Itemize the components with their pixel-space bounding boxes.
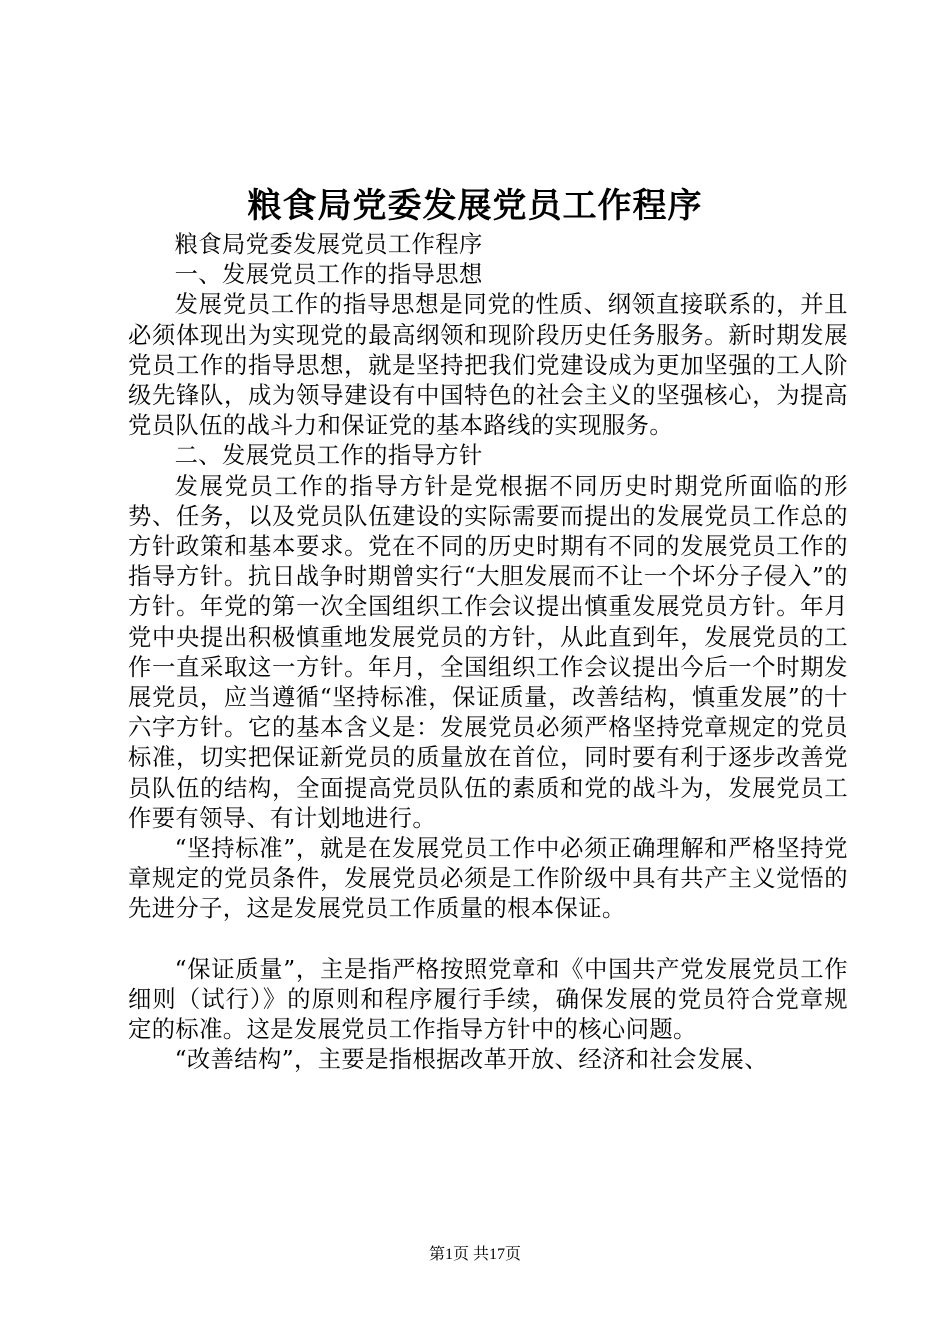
paragraph: 发展党员工作的指导方针是党根据不同历史时期党所面临的形势、任务，以及党员队伍建设的实际需要而提出的发展党员工作总的方针政策和基本要求。党在不同的历史时期有不同的发展党员工作的指导方针。抗日战争时期曾实行“大胆发展而不让一个坏分子侵入”的方针。年党的第一次全国组织工作会议提出慎重发展党员方针。年月党中央提出积极慎重地发展党员的方针，从此直到年，发展党员的工作一直采取这一方针。年月，全国组织工作会议提出今后一个时期发展党员，应当遵循“坚持标准，保证质量，改善结构，慎重发展”的十六字方针。它的基本含义是：发展党员必须严格坚持党章规定的党员标准，切实把保证新党员的质量放在首位，同时要有利于逐步改善党员队伍的结构，全面提高党员队伍的素质和党的战斗为，发展党员工作要有领导、有计划地进行。 — [128, 472, 848, 832]
document-title: 粮食局党委发展党员工作程序 — [247, 186, 703, 226]
paragraph: “坚持标准”，就是在发展党员工作中必须正确理解和严格坚持党章规定的党员条件，发展党员必须是工作阶级中具有共产主义觉悟的先进分子，这是发展党员工作质量的根本保证。 — [128, 835, 848, 923]
section-heading-1: 一、发展党员工作的指导思想 — [174, 261, 483, 289]
page-footer: 第1页 共17页 — [428, 1246, 521, 1263]
paragraph-subtitle: 粮食局党委发展党员工作程序 — [174, 231, 483, 258]
document-body — [128, 230, 848, 1076]
paragraph: “保证质量”，主是指严格按照党章和《中国共产党发展党员工作细则（试行）》的原则和程序履行手续，确保发展的党员符合党章规定的标准。这是发展党员工作指导方针中的核心问题。 — [128, 955, 848, 1044]
section-heading-2: 二、发展党员工作的指导方针 — [174, 442, 483, 470]
paragraph: 发展党员工作的指导思想是同党的性质、纲领直接联系的，并且必须体现出为实现党的最高纲领和现阶段历史任务服务。新时期发展党员工作的指导思想，就是坚持把我们党建设成为更加坚强的工人阶级先锋队，成为领导建设有中国特色的社会主义的坚强核心，为提高党员队伍的战斗力和保证党的基本路线的实现服务。 — [128, 291, 848, 440]
blank-line — [128, 925, 848, 955]
paragraph: “改善结构”，主要是指根据改革开放、经济和社会发展、 — [174, 1046, 768, 1074]
